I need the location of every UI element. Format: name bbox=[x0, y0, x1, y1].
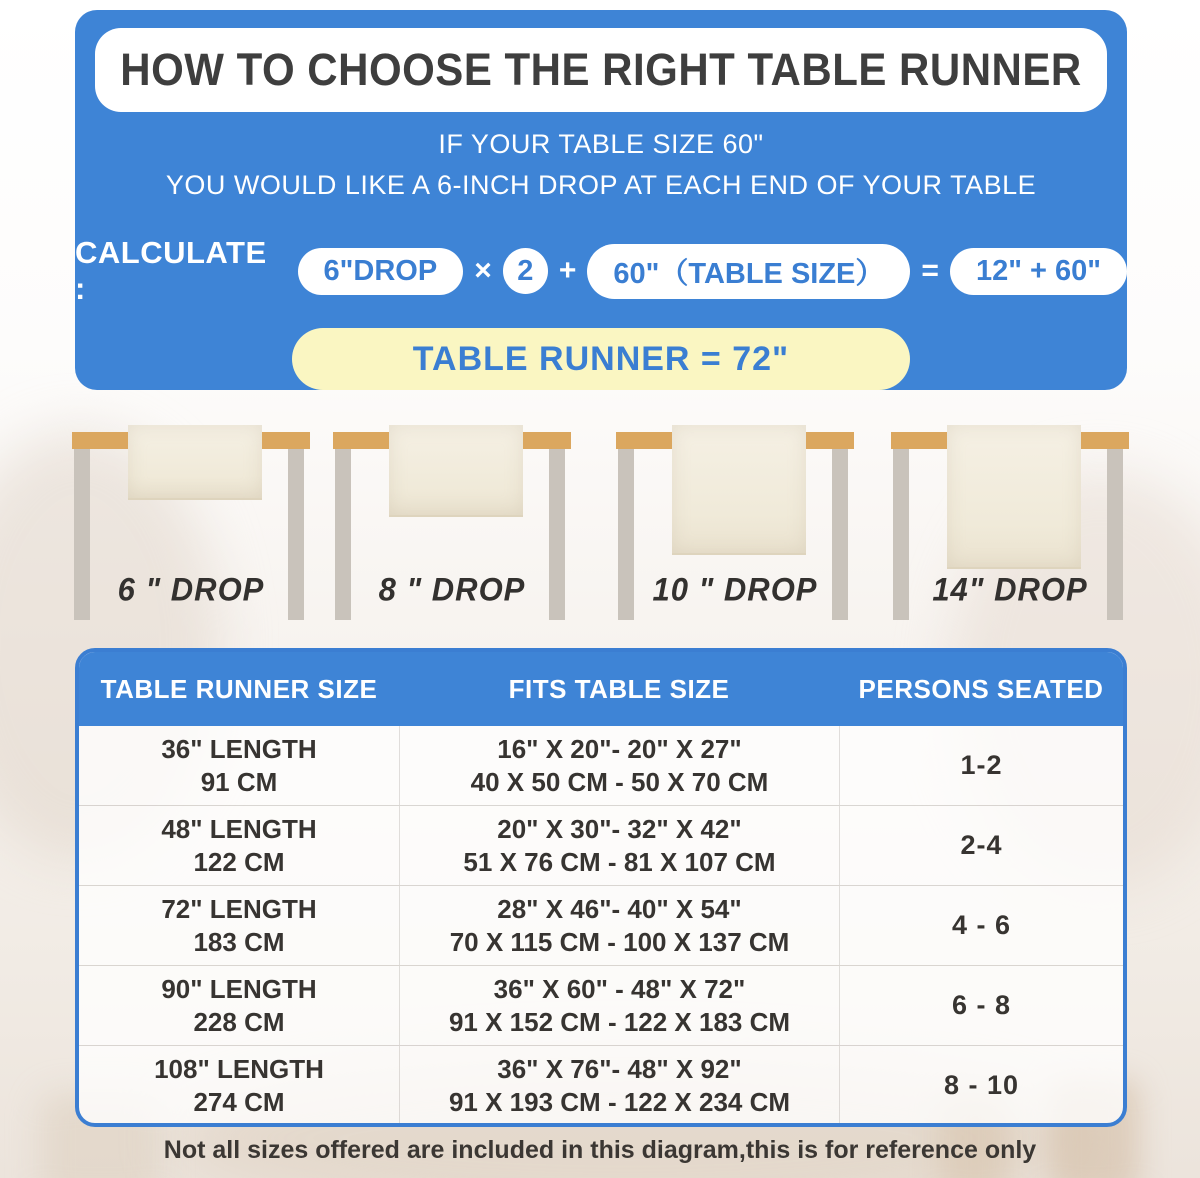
table-row bbox=[79, 805, 1123, 885]
fits-size-in: 36" X 76"- 48" X 92" bbox=[497, 1054, 742, 1084]
size-chart-card bbox=[75, 648, 1127, 1127]
equals-sign: = bbox=[921, 254, 939, 287]
fits-size-in: 16" X 20"- 20" X 27" bbox=[497, 734, 742, 764]
drop-label: 14" DROP bbox=[932, 571, 1088, 608]
table-figure-14-inch bbox=[891, 420, 1129, 650]
drop-label: 8 " DROP bbox=[378, 571, 526, 608]
table-row bbox=[79, 885, 1123, 965]
persons-seated: 1-2 bbox=[960, 749, 1003, 780]
fits-size-cell bbox=[399, 1046, 839, 1125]
table-runner-cloth bbox=[672, 425, 806, 555]
drop-label: 10 " DROP bbox=[652, 571, 818, 608]
persons-cell bbox=[839, 806, 1123, 885]
subtitle-line-1: IF YOUR TABLE SIZE 60" bbox=[438, 129, 764, 159]
runner-length-cm: 122 CM bbox=[193, 846, 285, 877]
runner-size-cell bbox=[79, 886, 399, 965]
table-figure-6-inch bbox=[72, 420, 310, 650]
fits-size-cm: 91 X 152 CM - 122 X 183 CM bbox=[448, 1006, 791, 1037]
fits-size-cell bbox=[399, 726, 839, 805]
runner-length-in: 108" LENGTH bbox=[154, 1054, 324, 1084]
drop-label: 6 " DROP bbox=[117, 571, 265, 608]
fits-size-cm: 51 X 76 CM - 81 X 107 CM bbox=[463, 846, 776, 877]
runner-length-in: 90" LENGTH bbox=[161, 974, 317, 1004]
fits-size-cell bbox=[399, 806, 839, 885]
persons-seated: 4 - 6 bbox=[951, 909, 1012, 940]
runner-size-cell bbox=[79, 1046, 399, 1125]
multiplier-badge: 2 bbox=[503, 248, 548, 294]
table-runner-cloth bbox=[947, 425, 1081, 569]
column-header-persons: PERSONS SEATED bbox=[858, 673, 1104, 704]
table-figure-8-inch bbox=[333, 420, 571, 650]
table-row bbox=[79, 1045, 1123, 1125]
runner-length-in: 48" LENGTH bbox=[161, 814, 317, 844]
table-runner-cloth bbox=[389, 425, 523, 517]
fits-size-cell bbox=[399, 966, 839, 1045]
persons-cell bbox=[839, 1046, 1123, 1125]
column-header-fits-table: FITS TABLE SIZE bbox=[508, 673, 730, 704]
persons-cell bbox=[839, 886, 1123, 965]
runner-length-in: 72" LENGTH bbox=[161, 894, 317, 924]
table-runner-cloth bbox=[128, 425, 262, 500]
runner-size-cell bbox=[79, 726, 399, 805]
persons-seated: 8 - 10 bbox=[943, 1069, 1020, 1100]
fits-size-cm: 70 X 115 CM - 100 X 137 CM bbox=[449, 926, 790, 957]
persons-cell bbox=[839, 966, 1123, 1045]
plus-sign: + bbox=[558, 254, 577, 287]
times-sign: × bbox=[474, 254, 492, 287]
size-chart-header bbox=[79, 652, 1123, 726]
footer-note: Not all sizes offered are included in this diagram,this is for reference only bbox=[163, 1136, 1037, 1164]
fits-size-cm: 40 X 50 CM - 50 X 70 CM bbox=[470, 766, 769, 797]
runner-length-in: 36" LENGTH bbox=[161, 734, 317, 764]
persons-seated: 6 - 8 bbox=[951, 989, 1012, 1020]
fits-size-in: 36" X 60" - 48" X 72" bbox=[493, 974, 746, 1004]
table-row bbox=[79, 965, 1123, 1045]
table-figure-10-inch bbox=[616, 420, 854, 650]
persons-seated: 2-4 bbox=[960, 829, 1003, 860]
page-title: HOW TO CHOOSE THE RIGHT TABLE RUNNER bbox=[120, 44, 1082, 95]
table-row bbox=[79, 726, 1123, 805]
calculation-row bbox=[75, 235, 1127, 307]
fits-size-cell bbox=[399, 886, 839, 965]
runner-length-cm: 228 CM bbox=[193, 1006, 285, 1037]
header-panel bbox=[75, 10, 1127, 390]
fits-size-in: 20" X 30"- 32" X 42" bbox=[497, 814, 742, 844]
runner-length-cm: 183 CM bbox=[193, 926, 285, 957]
runner-size-cell bbox=[79, 806, 399, 885]
drop-value-pill: 6"DROP bbox=[298, 248, 464, 295]
calculate-label: CALCULATE : bbox=[75, 235, 267, 306]
size-chart-body bbox=[79, 726, 1123, 1125]
persons-cell bbox=[839, 726, 1123, 805]
table-size-pill: 60"（TABLE SIZE） bbox=[587, 244, 910, 299]
result-pill: TABLE RUNNER = 72" bbox=[292, 328, 910, 390]
runner-size-cell bbox=[79, 966, 399, 1045]
runner-length-cm: 91 CM bbox=[200, 766, 278, 797]
column-header-runner-size: TABLE RUNNER SIZE bbox=[100, 673, 378, 704]
title-banner bbox=[95, 28, 1107, 112]
fits-size-cm: 91 X 193 CM - 122 X 234 CM bbox=[448, 1086, 791, 1117]
drop-figures bbox=[0, 420, 1200, 650]
subtitle-line-2: YOU WOULD LIKE A 6-INCH DROP AT EACH END OF YOUR TABLE bbox=[165, 170, 1037, 200]
runner-length-cm: 274 CM bbox=[193, 1086, 285, 1117]
fits-size-in: 28" X 46"- 40" X 54" bbox=[497, 894, 742, 924]
sum-pill: 12" + 60" bbox=[950, 248, 1127, 295]
